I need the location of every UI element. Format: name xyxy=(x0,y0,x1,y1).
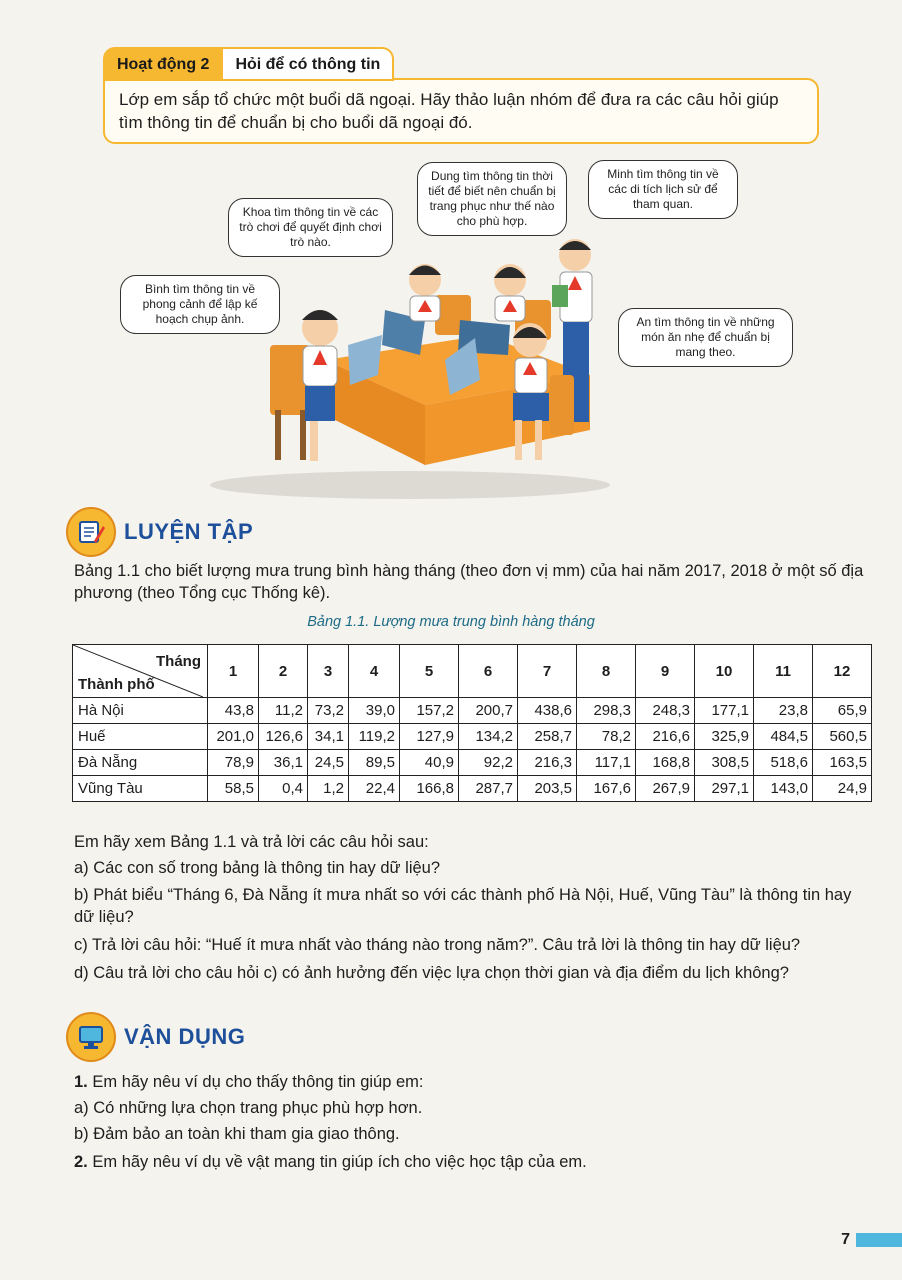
activity-tag xyxy=(103,47,394,81)
value-cell: 127,9 xyxy=(400,724,459,750)
practice-intro: Bảng 1.1 cho biết lượng mưa trung bình hàng tháng (theo đơn vị mm) của hai năm 2017, 2018 ở một số địa phương (theo Tổng cục Thống kê). xyxy=(74,562,864,602)
value-cell: 201,0 xyxy=(208,724,259,750)
value-cell: 203,5 xyxy=(518,776,577,802)
value-cell: 560,5 xyxy=(813,724,872,750)
month-header: 1 xyxy=(208,645,259,698)
table-caption: Bảng 1.1. Lượng mưa trung bình hàng tháng xyxy=(307,614,595,630)
value-cell: 40,9 xyxy=(400,750,459,776)
value-cell: 24,5 xyxy=(308,750,349,776)
apply-title: VẬN DỤNG xyxy=(124,1024,246,1049)
apply-q2-number: 2. xyxy=(74,1153,88,1171)
value-cell: 22,4 xyxy=(349,776,400,802)
value-cell: 216,3 xyxy=(518,750,577,776)
value-cell: 117,1 xyxy=(577,750,636,776)
value-cell: 308,5 xyxy=(695,750,754,776)
table-row xyxy=(73,776,872,802)
value-cell: 325,9 xyxy=(695,724,754,750)
value-cell: 518,6 xyxy=(754,750,813,776)
value-cell: 11,2 xyxy=(259,698,308,724)
value-cell: 216,6 xyxy=(636,724,695,750)
value-cell: 89,5 xyxy=(349,750,400,776)
value-cell: 23,8 xyxy=(754,698,813,724)
value-cell: 167,6 xyxy=(577,776,636,802)
value-cell: 163,5 xyxy=(813,750,872,776)
table-corner-cell xyxy=(73,645,208,698)
value-cell: 298,3 xyxy=(577,698,636,724)
city-cell: Vũng Tàu xyxy=(73,776,208,802)
value-cell: 78,2 xyxy=(577,724,636,750)
value-cell: 267,9 xyxy=(636,776,695,802)
value-cell: 248,3 xyxy=(636,698,695,724)
month-header: 5 xyxy=(400,645,459,698)
city-cell: Hà Nội xyxy=(73,698,208,724)
value-cell: 58,5 xyxy=(208,776,259,802)
speech-bubble-binh: Bình tìm thông tin về phong cảnh để lập kế hoạch chụp ảnh. xyxy=(120,275,280,334)
value-cell: 258,7 xyxy=(518,724,577,750)
value-cell: 0,4 xyxy=(259,776,308,802)
question-intro: Em hãy xem Bảng 1.1 và trả lời các câu hỏi sau: xyxy=(74,833,429,851)
value-cell: 157,2 xyxy=(400,698,459,724)
speech-bubble-an: An tìm thông tin về những món ăn nhẹ để chuẩn bị mang theo. xyxy=(618,308,793,367)
value-cell: 484,5 xyxy=(754,724,813,750)
activity-number: Hoạt động 2 xyxy=(103,47,223,81)
activity-title: Hỏi để có thông tin xyxy=(223,47,394,81)
value-cell: 438,6 xyxy=(518,698,577,724)
value-cell: 200,7 xyxy=(459,698,518,724)
question-a: a) Các con số trong bảng là thông tin hay dữ liệu? xyxy=(74,859,441,877)
apply-q1-text: Em hãy nêu ví dụ cho thấy thông tin giúp em: xyxy=(92,1073,424,1091)
pencil-notebook-icon xyxy=(66,507,116,557)
apply-q1-b: b) Đảm bảo an toàn khi tham gia giao thông. xyxy=(74,1125,400,1143)
month-header: 9 xyxy=(636,645,695,698)
value-cell: 1,2 xyxy=(308,776,349,802)
value-cell: 126,6 xyxy=(259,724,308,750)
month-header: 10 xyxy=(695,645,754,698)
speech-bubble-minh: Minh tìm thông tin về các di tích lịch sử để tham quan. xyxy=(588,160,738,219)
value-cell: 43,8 xyxy=(208,698,259,724)
row-header-label: Thành phố xyxy=(78,676,155,693)
speech-bubble-khoa: Khoa tìm thông tin về các trò chơi để quyết định chơi trò nào. xyxy=(228,198,393,257)
apply-q1-a: a) Có những lựa chọn trang phục phù hợp hơn. xyxy=(74,1099,423,1117)
value-cell: 39,0 xyxy=(349,698,400,724)
table-row xyxy=(73,750,872,776)
value-cell: 168,8 xyxy=(636,750,695,776)
value-cell: 297,1 xyxy=(695,776,754,802)
month-header: 8 xyxy=(577,645,636,698)
value-cell: 78,9 xyxy=(208,750,259,776)
table-row xyxy=(73,698,872,724)
value-cell: 73,2 xyxy=(308,698,349,724)
computer-icon xyxy=(66,1012,116,1062)
value-cell: 34,1 xyxy=(308,724,349,750)
value-cell: 36,1 xyxy=(259,750,308,776)
page-number-bar xyxy=(856,1233,902,1247)
table-header-row xyxy=(73,645,872,698)
month-header: 4 xyxy=(349,645,400,698)
value-cell: 177,1 xyxy=(695,698,754,724)
apply-q1-number: 1. xyxy=(74,1073,88,1091)
month-header: 2 xyxy=(259,645,308,698)
city-cell: Đà Nẵng xyxy=(73,750,208,776)
question-b: b) Phát biểu “Tháng 6, Đà Nẵng ít mưa nhất so với các thành phố Hà Nội, Huế, Vũng Tàu” là thông tin hay dữ liệu? xyxy=(74,886,852,926)
apply-question-1 xyxy=(74,1071,874,1093)
activity-text: Lớp em sắp tổ chức một buổi dã ngoại. Hãy thảo luận nhóm để đưa ra các câu hỏi giúp tìm thông tin để chuẩn bị cho buổi dã ngoại đó. xyxy=(103,78,819,144)
value-cell: 143,0 xyxy=(754,776,813,802)
question-c: c) Trả lời câu hỏi: “Huế ít mưa nhất vào tháng nào trong năm?”. Câu trả lời là thông tin hay dữ liệu? xyxy=(74,936,801,954)
page-number: 7 xyxy=(841,1231,850,1248)
practice-title: LUYỆN TẬP xyxy=(124,519,254,544)
apply-heading xyxy=(66,1012,245,1062)
value-cell: 166,8 xyxy=(400,776,459,802)
value-cell: 65,9 xyxy=(813,698,872,724)
apply-question-2 xyxy=(74,1151,874,1173)
rainfall-table xyxy=(72,644,872,802)
value-cell: 24,9 xyxy=(813,776,872,802)
apply-q2-text: Em hãy nêu ví dụ về vật mang tin giúp ích cho việc học tập của em. xyxy=(92,1153,587,1171)
question-d: d) Câu trả lời cho câu hỏi c) có ảnh hưởng đến việc lựa chọn thời gian và địa điểm du lịch không? xyxy=(74,964,789,982)
month-header: 3 xyxy=(308,645,349,698)
month-header: 12 xyxy=(813,645,872,698)
value-cell: 134,2 xyxy=(459,724,518,750)
table-row xyxy=(73,724,872,750)
value-cell: 287,7 xyxy=(459,776,518,802)
classroom-illustration xyxy=(120,160,810,505)
month-header: 6 xyxy=(459,645,518,698)
month-header: 11 xyxy=(754,645,813,698)
practice-heading xyxy=(66,507,253,557)
speech-bubble-dung: Dung tìm thông tin thời tiết để biết nên chuẩn bị trang phục như thế nào cho phù hợp. xyxy=(417,162,567,236)
city-cell: Huế xyxy=(73,724,208,750)
value-cell: 92,2 xyxy=(459,750,518,776)
column-header-label: Tháng xyxy=(156,653,201,670)
value-cell: 119,2 xyxy=(349,724,400,750)
month-header: 7 xyxy=(518,645,577,698)
